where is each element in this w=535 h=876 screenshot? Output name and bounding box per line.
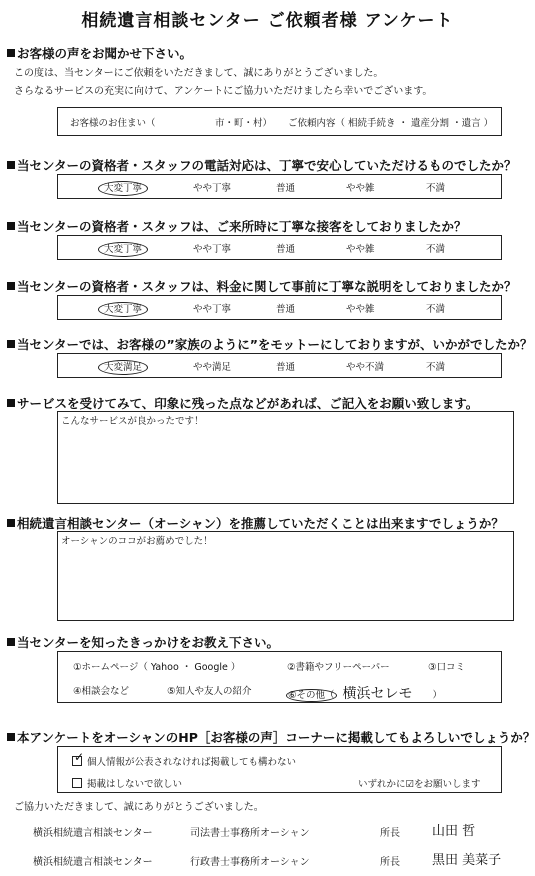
bullet-square <box>7 222 15 230</box>
bullet-square <box>7 519 15 527</box>
q2-option[interactable]: やや丁寧 <box>193 243 232 255</box>
bullet-square <box>7 282 15 290</box>
q3-option[interactable]: やや丁寧 <box>193 303 232 315</box>
q7-options <box>57 651 502 703</box>
q7-option-other[interactable] <box>286 683 442 703</box>
bullet-square <box>7 161 15 169</box>
q3-option-selected[interactable]: 大変丁寧 <box>98 302 148 317</box>
q1-option-selected[interactable]: 大変丁寧 <box>98 181 148 196</box>
q5-answer-box[interactable] <box>57 411 514 504</box>
address-city: 市・町・村） <box>215 117 273 129</box>
q1-option[interactable]: 普通 <box>276 182 296 194</box>
q7-option-seminar[interactable]: ④相談会など <box>73 686 130 697</box>
q7-option-homepage[interactable]: ①ホームページ（ Yahoo ・ Google ） <box>73 662 241 673</box>
q2-option[interactable]: 普通 <box>276 243 296 255</box>
q3-option[interactable]: やや雑 <box>346 303 375 315</box>
footer-role-1: 所長 <box>380 828 400 839</box>
checkbox-checked[interactable] <box>72 750 85 766</box>
footer-name-1: 山田 哲 <box>432 824 476 839</box>
q1-option[interactable]: やや雑 <box>346 182 375 194</box>
bullet-square <box>7 399 15 407</box>
intro-line-2: さらなるサービスの充実に向けて、アンケートにご協力いただけましたら幸いでございます。 <box>14 86 433 97</box>
q4-option[interactable]: 不満 <box>426 361 446 373</box>
q8-options <box>57 746 502 793</box>
bullet-square <box>7 733 15 741</box>
footer-org-1: 横浜相続遺言相談センター <box>33 828 153 839</box>
q7-option-books[interactable]: ②書籍やフリーペーパー <box>287 662 390 673</box>
question-1: 当センターの資格者・スタッフの電話対応は、丁寧で安心していただけるものでしたか？ <box>7 156 517 174</box>
question-5: サービスを受けてみて、印象に残った点などがあれば、ご記入をお願い致します。 <box>7 394 478 412</box>
thanks-text: ご協力いただきまして、誠にありがとうございました。 <box>14 802 264 813</box>
q4-option[interactable]: やや満足 <box>193 361 232 373</box>
question-3: 当センターの資格者・スタッフは、料金に関して事前に丁寧な説明をしておりましたか？ <box>7 277 517 295</box>
question-6: 相続遺言相談センター（オーシャン）を推薦していただくことは出来ますでしょうか？ <box>7 514 504 532</box>
q7-option-other-label: ⑥その他（ <box>288 690 335 701</box>
footer-office-1: 司法書士事務所オーシャン <box>190 828 310 839</box>
q6-answer-box[interactable] <box>57 531 514 621</box>
footer-role-2: 所長 <box>380 857 400 868</box>
q6-answer-prompt: オーシャンのココがお薦めでした！ <box>61 536 213 547</box>
checkmark-icon: ✓ <box>74 750 85 764</box>
q3-option[interactable]: 不満 <box>426 303 446 315</box>
q2-options <box>57 235 502 260</box>
request-type: ご依頼内容（ 相続手続き ・ 遺産分割 ・遺言 ） <box>288 117 494 129</box>
intro-heading: お客様の声をお聞かせ下さい。 <box>7 44 192 62</box>
address-box <box>57 107 502 136</box>
checkbox[interactable] <box>72 778 82 788</box>
q4-options <box>57 353 502 378</box>
bullet-square <box>7 638 15 646</box>
q5-answer-prompt: こんなサービスが良かったです！ <box>61 416 204 427</box>
question-2: 当センターの資格者・スタッフは、ご来所時に丁寧な接客をしておりましたか？ <box>7 217 467 235</box>
q4-option[interactable]: やや不満 <box>346 361 385 373</box>
bullet-square <box>7 49 15 57</box>
address-label: お客様のお住まい（ <box>70 117 156 129</box>
q2-option[interactable]: 不満 <box>426 243 446 255</box>
intro-line-1: この度は、当センターにご依頼をいただきまして、誠にありがとうございました。 <box>14 68 384 79</box>
question-8: 本アンケートをオーシャンのHP［お客様の声］コーナーに掲載してもよろしいでしょうか？ <box>7 728 535 746</box>
footer-name-2: 黒田 美菜子 <box>432 853 502 868</box>
question-7: 当センターを知ったきっかけをお教え下さい。 <box>7 633 279 651</box>
footer-org-2: 横浜相続遺言相談センター <box>33 857 153 868</box>
q4-option[interactable]: 普通 <box>276 361 296 373</box>
q3-options <box>57 295 502 320</box>
q7-option-wordofmouth[interactable]: ③口コミ <box>428 662 466 673</box>
bullet-square <box>7 340 15 348</box>
q4-option-selected[interactable]: 大変満足 <box>98 360 148 375</box>
q2-option[interactable]: やや雑 <box>346 243 375 255</box>
q1-option[interactable]: やや丁寧 <box>193 182 232 194</box>
q7-other-answer: 横浜セレモ <box>342 686 413 702</box>
q8-option-yes[interactable]: ✓ 個人情報が公表されなければ掲載しても構わない <box>74 750 297 768</box>
q2-option-selected[interactable]: 大変丁寧 <box>98 242 148 257</box>
q1-options <box>57 174 502 199</box>
question-4: 当センターでは、お客様の”家族のように”をモットーにしておりますが、いかがでしたか？ <box>7 335 533 353</box>
q7-other-close: ） <box>432 690 443 701</box>
page-title: 相続遺言相談センター ご依頼者様 アンケート <box>81 11 454 31</box>
q3-option[interactable]: 普通 <box>276 303 296 315</box>
q1-option[interactable]: 不満 <box>426 182 446 194</box>
q8-option-no[interactable]: 掲載はしないで欲しい <box>72 776 182 790</box>
q7-option-referral[interactable]: ⑤知人や友人の紹介 <box>167 686 252 697</box>
q8-note: いずれかに☑をお願いします <box>358 779 481 790</box>
footer-office-2: 行政書士事務所オーシャン <box>190 857 310 868</box>
